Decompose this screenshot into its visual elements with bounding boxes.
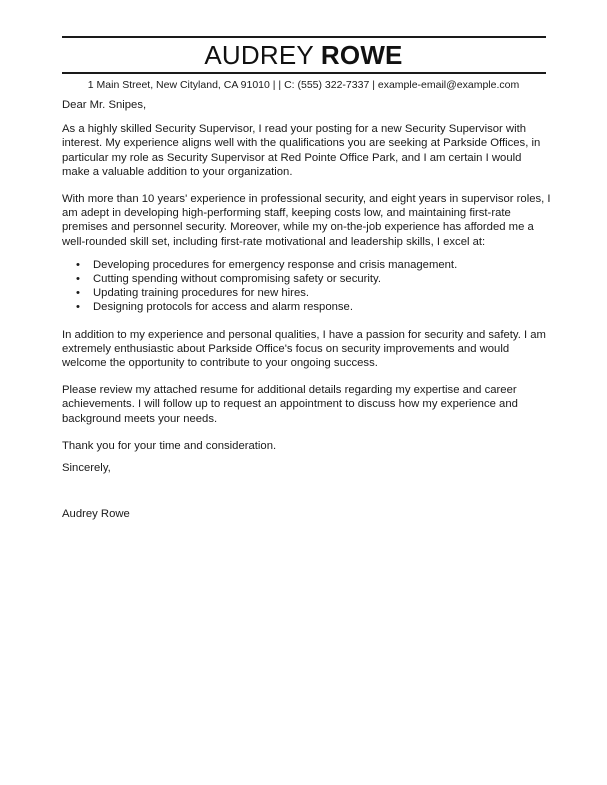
applicant-name [0, 40, 607, 70]
last-name: ROWE [320, 40, 403, 70]
skill-text: Designing protocols for access and alarm response. [93, 301, 353, 314]
header-top-rule [62, 36, 546, 38]
skills-list [62, 258, 552, 315]
list-item [76, 286, 552, 300]
header-bottom-rule [62, 72, 546, 74]
paragraph-intro: As a highly skilled Security Supervisor, I read your posting for a new Security Supervisor with interest. My experience aligns well with the qualifications you are seeking at Parkside Offices, in particular my role as Security Supervisor at Red Pointe Office Park, and I am certain I would make a valuable addition to your organization. [62, 123, 541, 178]
signature: Audrey Rowe [62, 508, 130, 521]
bullet-icon: • [76, 301, 80, 314]
skill-text: Developing procedures for emergency response and crisis management. [93, 258, 458, 271]
letter-body [62, 98, 552, 534]
bullet-icon: • [76, 273, 80, 286]
paragraph-passion: In addition to my experience and personal qualities, I have a passion for security and safety. I am extremely enthusiastic about Parkside Office's focus on security improvements and would welcome the opportunity to contribute to your ongoing success. [62, 328, 546, 370]
first-name: AUDREY [204, 40, 314, 70]
list-item [76, 258, 552, 272]
thanks-line: Thank you for your time and consideration. [62, 439, 277, 452]
list-item [76, 272, 552, 286]
contact-line: 1 Main Street, New Cityland, CA 91010 | | C: (555) 322-7337 | example-email@example.com [87, 79, 520, 91]
bullet-icon: • [76, 258, 80, 271]
list-item [76, 300, 552, 314]
skill-text: Updating training procedures for new hires. [93, 287, 310, 300]
closing: Sincerely, [62, 462, 111, 475]
paragraph-experience: With more than 10 years' experience in professional security, and eight years in supervisor roles, I am adept in developing high-performing staff, keeping costs low, and maintaining first-rate premises and personnel security. Moreover, while my on-the-job experience has afforded me a well-rounded skill set, including first-rate motivational and leadership skills, I excel at: [62, 193, 551, 248]
salutation: Dear Mr. Snipes, [62, 99, 147, 111]
bullet-icon: • [76, 287, 80, 300]
skill-text: Cutting spending without compromising safety or security. [93, 273, 381, 286]
paragraph-follow-up: Please review my attached resume for additional details regarding my expertise and career achievements. I will follow up to request an appointment to discuss how my experience and background meets your needs. [62, 384, 518, 425]
